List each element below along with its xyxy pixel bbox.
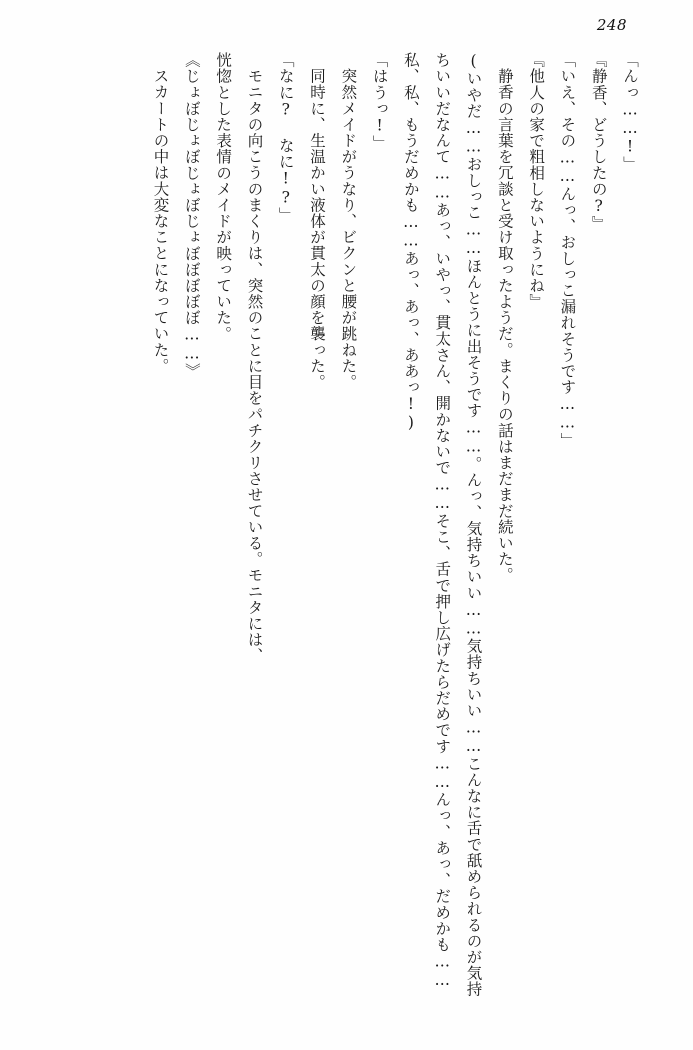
page-number: 248 bbox=[596, 16, 627, 34]
paragraph: 『静香、どうしたの?』 bbox=[589, 52, 608, 232]
paragraph: (いやだ……おしっこ……ほんとうに出そうです……。んっ、気持ちいい……気持ちいい……こんなに舌で舐められるのが気持ちいいだなんて……あっ、いやっ、貫太さん、開かないで……そこ、舌で押し広げたらだめです……んっ、あっ、だめかも…… bbox=[433, 52, 483, 998]
paragraph: 「なに? なに!?」 bbox=[276, 52, 295, 223]
paragraph: 《じょぼじょぼじょぼじょぼぼぼぼぼ……》 bbox=[182, 52, 201, 379]
paragraph: スカートの中は大変なことになっていた。 bbox=[151, 67, 170, 374]
paragraph: 私、私、もうだめかも……あっ、あっ、ああっ!) bbox=[401, 52, 420, 433]
paragraph: 『他人の家で粗相しないようにね』 bbox=[527, 52, 546, 310]
paragraph: 「いえ、その……んっ、おしっこ漏れそうです……」 bbox=[558, 52, 577, 449]
paragraph: モニタの向こうのまくりは、突然のことに目をパチクリさせている。モニタには、 bbox=[245, 67, 264, 664]
paragraph: 恍惚とした表情のメイドが映っていた。 bbox=[214, 52, 233, 342]
paragraph: 「んっ……!」 bbox=[621, 52, 639, 173]
paragraph: 「はうっ!」 bbox=[370, 52, 389, 152]
page-body-text bbox=[42, 52, 645, 1004]
paragraph: 突然メイドがうなり、ビクンと腰が跳ねた。 bbox=[339, 67, 358, 390]
paragraph: 静香の言葉を冗談と受け取ったようだ。まくりの話はまだまだ続いた。 bbox=[495, 67, 514, 583]
paragraph: 同時に、生温かい液体が貫太の顔を襲った。 bbox=[308, 67, 327, 390]
